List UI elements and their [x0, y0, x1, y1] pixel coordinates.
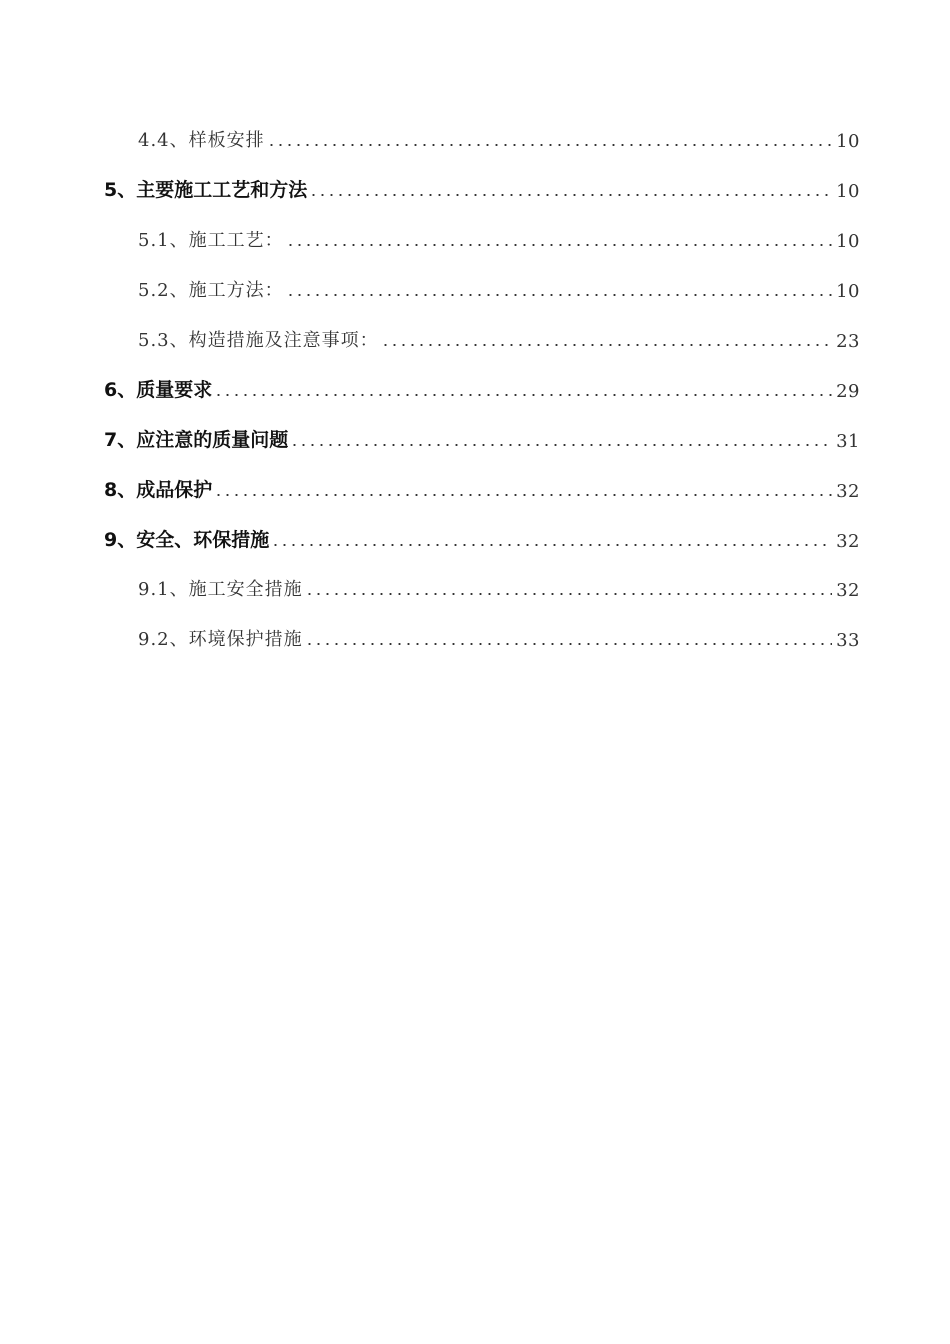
toc-entry-number: 9、 [104, 529, 137, 551]
toc-entry-title: 施工安全措施 [188, 579, 303, 600]
toc-dot-leader [286, 294, 832, 296]
toc-entry-4-4[interactable] [138, 122, 860, 152]
toc-entry-title: 质量要求 [136, 379, 213, 401]
toc-entry-number: 6、 [104, 379, 137, 401]
toc-entry-title: 应注意的质量问题 [136, 429, 289, 451]
toc-entry-number: 5.1、 [138, 230, 189, 251]
toc-entry-title: 成品保护 [136, 479, 213, 501]
toc-entry-number: 5.2、 [138, 280, 189, 301]
toc-entry-9-2[interactable] [138, 621, 860, 651]
toc-dot-leader [286, 244, 832, 246]
toc-entry-title: 安全、环保措施 [136, 529, 270, 551]
toc-page-number: 32 [836, 531, 860, 552]
toc-page-number: 32 [836, 580, 860, 601]
toc-entry-number: 7、 [104, 429, 137, 451]
toc-entry-8[interactable] [104, 472, 860, 502]
toc-entry-title: 施工方法： [188, 280, 284, 301]
toc-page-number: 10 [836, 231, 860, 252]
toc-entry-title: 样板安排 [188, 130, 265, 151]
toc-dot-leader [271, 544, 832, 546]
toc-page-number: 10 [836, 181, 860, 202]
toc-entry-number: 9.1、 [138, 579, 189, 600]
toc-entry-number: 4.4、 [138, 130, 189, 151]
toc-entry-5-1[interactable] [138, 222, 860, 252]
toc-page-number: 31 [836, 431, 860, 452]
toc-entry-5-3[interactable] [138, 322, 860, 352]
toc-dot-leader [267, 144, 832, 146]
toc-dot-leader [309, 194, 832, 196]
toc-dot-leader [214, 394, 832, 396]
toc-dot-leader [290, 444, 832, 446]
toc-entry-5-2[interactable] [138, 272, 860, 302]
toc-dot-leader [381, 344, 832, 346]
toc-entry-title: 施工工艺： [188, 230, 284, 251]
toc-dot-leader [305, 643, 832, 645]
toc-page-number: 10 [836, 131, 860, 152]
toc-entry-number: 5、 [104, 179, 137, 201]
toc-page-number: 23 [836, 331, 860, 352]
toc-entry-number: 9.2、 [138, 629, 189, 650]
toc-page-number: 33 [836, 630, 860, 651]
toc-entry-title: 主要施工工艺和方法 [136, 179, 308, 201]
toc-entry-number: 8、 [104, 479, 137, 501]
toc-entry-title: 环境保护措施 [188, 629, 303, 650]
toc-dot-leader [214, 494, 832, 496]
toc-entry-number: 5.3、 [138, 330, 189, 351]
toc-page-number: 32 [836, 481, 860, 502]
toc-entry-9[interactable] [104, 522, 860, 552]
toc-entry-7[interactable] [104, 422, 860, 452]
toc-entry-5[interactable] [104, 172, 860, 202]
toc-dot-leader [305, 593, 832, 595]
toc-page-number: 29 [836, 381, 860, 402]
toc-entry-6[interactable] [104, 372, 860, 402]
toc-page-number: 10 [836, 281, 860, 302]
toc-entry-title: 构造措施及注意事项： [188, 330, 379, 351]
toc-entry-9-1[interactable] [138, 571, 860, 601]
